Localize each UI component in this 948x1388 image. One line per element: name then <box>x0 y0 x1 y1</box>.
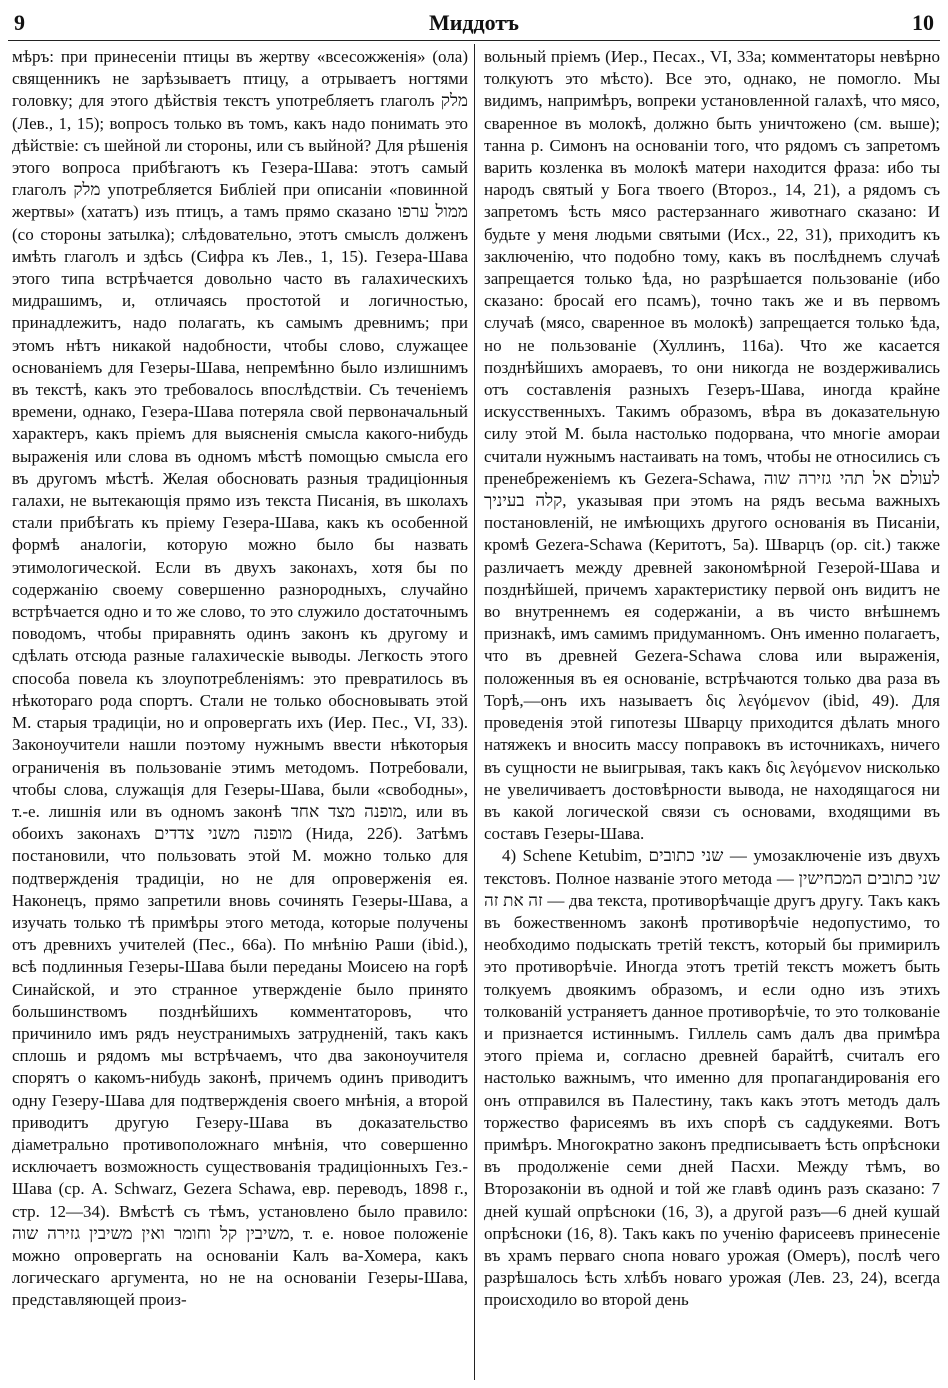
running-title: Миддотъ <box>428 10 520 35</box>
left-paragraph: мѣръ: при принесеніи птицы въ жертву «всесожженія» (ола) священникъ не зарѣзываетъ птицу, а отрываетъ ногтями головку; для этого дѣйствія текстъ употребляетъ глаголъ מלק (Лев., 1, 15); вопросъ только въ томъ, какъ надо понимать это дѣйствіе: съ шейной ли стороны, или съ выйной? Для рѣшенія этого вопроса прибѣгаютъ къ Гезера-Шава: этотъ самый глаголъ מלק употребляется Библіей при описаніи «повинной жертвы» (хататъ) изъ птицъ, а тамъ прямо сказано ממול ערפו (со стороны затылка); слѣдовательно, этотъ смыслъ долженъ имѣть глаголъ и здѣсь (Сифра къ Лев., 1, 15). Гезера-Шава этого типа встрѣчается довольно часто въ галахическихъ мидрашимъ, и, отличаясь простотой и логичностью, принадлежитъ, надо полагать, къ самымъ древнимъ; при этомъ нѣтъ никакой надобности, чтобы слово, служащее основаніемъ для Гезеры-Шава, непремѣнно было излишнимъ въ текстѣ, какъ это требовалось впослѣдствіи. Съ теченіемъ времени, однако, Гезера-Шава потеряла свой первоначальный характеръ, какъ пріемъ для выясненія смысла какого-нибудь выраженія или слова въ одномъ мѣстѣ помощью смысла его въ другомъ мѣстѣ. Желая обосновать разныя традиціонныя галахи, не вытекающія прямо изъ текста Писанія, въ школахъ стали прибѣгать къ пріему Гезера-Шава, какъ къ особенной формѣ аналогіи, которую можно было бы назвать этимологической. Если въ двухъ законахъ, хотя бы по содержанію своему совершенно разнородныхъ, случайно встрѣчается одно и то же слово, то это служило достаточнымъ поводомъ, чтобы приравнять одинъ законъ къ другому и сдѣлать отсюда разные галахическіе выводы. Легкость этого способа повела къ злоупотребленіямъ: это превратилось въ нѣкотораго рода спортъ. Стали не только обосновывать этой М. старыя традиціи, но и опровергать ихъ (Иер. Пес., VI, 33). Законоучители нашли поэтому нужнымъ ввести нѣкоторыя ограниченія въ пользованіе этимъ методомъ. Потребовали, чтобы слова, служащія для Гезеры-Шава, были «свободны», т.-е. лишнія или въ одномъ законѣ מופנה מצד אחד, или въ обоихъ законахъ מופנה משני צדדים (Нида, 22б). Затѣмъ постановили, что пользовать этой М. можно только для подтвержденія традиціи, но не для опроверженія ея. Наконецъ, прямо запретили вновь сочинять Гезеры-Шава, а изучать только тѣ примѣры этого метода, которые получены отъ древнихъ учителей (Пес., 66а). По мнѣнію Раши (ibid.), всѣ подлинныя Гезеры-Шава были переданы Моисею на горѣ Синайской, и это странное утвержденіе было принято большинствомъ позднѣйшихъ комментаторовъ, что причинило имъ рядъ неустранимыхъ затрудненій, такъ какъ сплошь и рядомъ мы встрѣчаемъ, что два законоучителя спорятъ о какомъ-нибудь законѣ, причемъ одинъ приводитъ одну Гезеру-Шава для подтвержденія своего мнѣнія, а второй приводитъ другую Гезеру-Шава въ доказательство діаметрально противоположнаго мнѣнія, что совершенно исключаетъ возможность существованія традиціонныхъ Гез.-Шава (ср. A. Schwarz, Gezera Schawa, евр. переводъ, 1898 г., стр. 12—34). Вмѣстѣ съ тѣмъ, установлено было правило: משיבין קל וחומר ואין משיבין גזירה שוה, т. е. новое положеніе можно опровергать на основаніи Калъ ва-Хомера, какъ логическаго аргумента, но не на основаніи Гезеры-Шава, представляющей произ- <box>12 47 468 1310</box>
left-column <box>12 46 468 1380</box>
right-paragraph-section-4: 4) Schene Ketubim, שני כתובים — умозаключеніе изъ двухъ текстовъ. Полное названіе этого метода — שני כתובים המכחישין זה את זה — два текста, противорѣчащіе другъ другу. Такъ какъ въ божественномъ законѣ противорѣчіе недопустимо, то необходимо подыскать третій текстъ, который бы примирилъ это противорѣчіе. Иногда этотъ третій текстъ можетъ быть толкуемъ двоякимъ образомъ, и если одно изъ этихъ толкованій устраняетъ данное противорѣчіе, то это толкованіе и признается истиннымъ. Гиллель самъ далъ два примѣра этого пріема и, согласно древней барайтѣ, считалъ его настолько важнымъ, что именно для пропагандированія его онъ отправился въ Палестину, такъ какъ этотъ методъ далъ торжество фарисеямъ въ ихъ спорѣ съ саддукеями. Вотъ примѣръ. Многократно законъ предписываетъ ѣсть опрѣсноки въ продолженіе семи дней Пасхи. Между тѣмъ, во Второзаконіи въ одной и той же главѣ одинъ разъ сказано: 7 дней кушай опрѣсноки (16, 3), а другой разъ—6 дней кушай опрѣсноки (16, 8). Такъ какъ по ученію фарисеевъ принесеніе въ храмъ перваго снопа новаго урожая (Омеръ), послѣ чего разрѣшалось ѣсть хлѣбъ новаго урожая (Лев. 23, 24), всегда происходило во второй день <box>484 846 940 1310</box>
right-paragraph: вольный пріемъ (Иер., Песах., VI, 33а; комментаторы невѣрно толкуютъ это мѣсто). Все это, однако, не помогло. Мы видимъ, напримѣръ, вопреки установленной галахѣ, что мясо, сваренное въ молокѣ, должно быть уничтожено (см. выше); танна р. Симонъ на основаніи того, что рядомъ съ запретомъ варить козленка въ молокѣ матери находится фраза: ибо ты народъ святый у Бога твоего (Второз., 14, 21), а рядомъ съ запретомъ ѣсть мясо растерзаннаго животнаго сказано: И будьте у меня людьми святыми (Исх., 22, 31), приходитъ къ заключенію, что подобно тому, какъ въ послѣднемъ случаѣ запрещается только ѣда, но разрѣшается пользованіе (ибо сказано: бросай его псамъ), точно такъ же и въ первомъ случаѣ (мясо, сваренное въ молокѣ) запрещается только ѣда, но не пользованіе (Хуллинъ, 116а). Что же касается позднѣйшихъ амораевъ, то они никогда не воздерживались отъ составленія разныхъ Гезеръ-Шава, иногда крайне искусственныхъ. Такимъ образомъ, вѣра въ доказательную силу этой М. была настолько подорвана, что многіе амораи считали нужнымъ настаивать на томъ, чтобы не относились съ пренебреженіемъ къ Gezera-Schawa, לעולם אל תהי גזירה שוה קלה בעיניך, указывая при этомъ на рядъ весьма важныхъ постановленій, не имѣющихъ другого основанія въ Писаніи, кромѣ Gezera-Schawa (Керитотъ, 5а). Шварцъ (op. cit.) также различаетъ между древней закономѣрной Гезерой-Шава и позднѣйшей, причемъ характеристику первой онъ видитъ не во внутреннемъ ея содержаніи, а въ чисто внѣшнемъ признакѣ, имъ самимъ придуманномъ. Онъ именно полагаетъ, что въ древней Gezera-Schawa слова или выраженія, положенныя въ ея основаніе, встрѣчаются только два раза въ Торѣ,—онъ ихъ называетъ δις λεγόμενον (ibid, 49). Для проведенія этой гипотезы Шварцу приходится дѣлать много натяжекъ и вносить массу поправокъ въ источникахъ, ничего въ сущности не выигрывая, такъ какъ δις λεγόμενον нисколько не увеличиваетъ достовѣрности вывода, не находящагося ни въ какой логической связи съ основами, входящими въ составъ Гезеры-Шава. <box>484 47 940 844</box>
right-column <box>484 46 940 1380</box>
page-number-left: 9 <box>14 10 25 35</box>
header-rule <box>8 40 940 41</box>
column-divider <box>474 44 475 1380</box>
page-header <box>14 8 934 38</box>
page-number-right: 10 <box>912 10 934 35</box>
